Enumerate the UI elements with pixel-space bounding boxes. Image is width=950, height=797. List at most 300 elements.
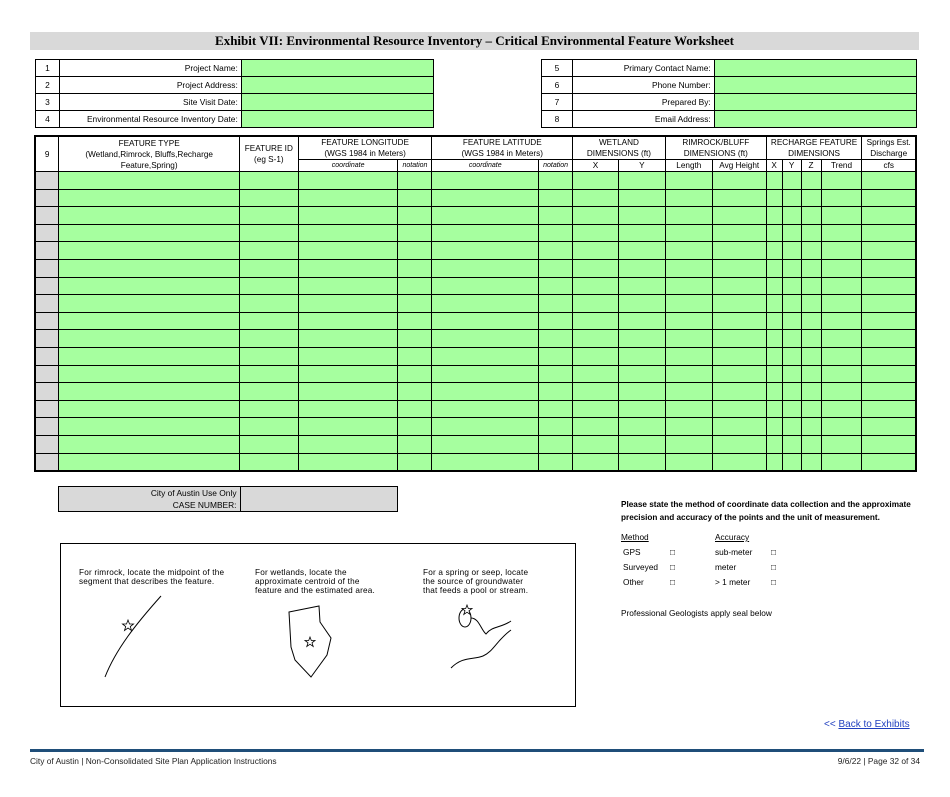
entry-cell[interactable] [298, 242, 398, 260]
entry-cell[interactable] [712, 295, 766, 313]
entry-cell[interactable] [665, 453, 712, 471]
row-number-cell [35, 383, 59, 401]
entry-cell[interactable] [821, 400, 862, 418]
entry-cell[interactable] [665, 400, 712, 418]
entry-cell[interactable] [766, 277, 782, 295]
entry-cell[interactable] [432, 347, 539, 365]
entry-cell[interactable] [665, 330, 712, 348]
field-input[interactable] [714, 77, 916, 94]
entry-cell[interactable] [766, 418, 782, 436]
project-info-table [35, 59, 434, 128]
table-row [35, 189, 916, 207]
spring-sketch [451, 605, 511, 668]
entry-cell[interactable] [398, 418, 432, 436]
entry-cell[interactable] [665, 312, 712, 330]
entry-cell[interactable] [59, 365, 239, 383]
entry-cell[interactable] [821, 224, 862, 242]
entry-cell[interactable] [766, 259, 782, 277]
entry-cell[interactable] [618, 347, 665, 365]
entry-cell[interactable] [539, 347, 573, 365]
entry-cell[interactable] [298, 224, 398, 242]
entry-cell[interactable] [766, 295, 782, 313]
entry-cell[interactable] [539, 312, 573, 330]
field-input[interactable] [241, 94, 433, 111]
entry-cell[interactable] [239, 330, 298, 348]
entry-cell[interactable] [573, 453, 619, 471]
entry-cell[interactable] [766, 347, 782, 365]
entry-cell[interactable] [573, 189, 619, 207]
entry-cell[interactable] [821, 365, 862, 383]
entry-cell[interactable] [298, 347, 398, 365]
entry-cell[interactable] [432, 383, 539, 401]
entry-cell[interactable] [801, 207, 821, 225]
entry-cell[interactable] [298, 383, 398, 401]
entry-cell[interactable] [239, 207, 298, 225]
entry-cell[interactable] [766, 207, 782, 225]
entry-cell[interactable] [539, 207, 573, 225]
entry-cell[interactable] [665, 224, 712, 242]
entry-cell[interactable] [432, 259, 539, 277]
entry-cell[interactable] [239, 312, 298, 330]
field-input[interactable] [241, 77, 433, 94]
entry-cell[interactable] [862, 295, 916, 313]
entry-cell[interactable] [618, 295, 665, 313]
row-number-cell [35, 189, 59, 207]
entry-cell[interactable] [432, 365, 539, 383]
entry-cell[interactable] [821, 259, 862, 277]
entry-cell[interactable] [782, 189, 801, 207]
entry-cell[interactable] [298, 295, 398, 313]
accuracy-option-label: meter [715, 562, 737, 572]
entry-cell[interactable] [801, 312, 821, 330]
entry-cell[interactable] [766, 435, 782, 453]
entry-cell[interactable] [766, 330, 782, 348]
accuracy-checkbox[interactable]: □ [771, 577, 777, 587]
entry-cell[interactable] [539, 453, 573, 471]
case-number-label: CASE NUMBER: [59, 499, 241, 512]
entry-cell[interactable] [618, 207, 665, 225]
entry-cell[interactable] [239, 189, 298, 207]
entry-cell[interactable] [573, 418, 619, 436]
entry-cell[interactable] [59, 207, 239, 225]
entry-cell[interactable] [539, 172, 573, 190]
entry-cell[interactable] [821, 312, 862, 330]
entry-cell[interactable] [573, 172, 619, 190]
entry-cell[interactable] [665, 259, 712, 277]
entry-cell[interactable] [398, 189, 432, 207]
entry-cell[interactable] [573, 312, 619, 330]
entry-cell[interactable] [782, 330, 801, 348]
entry-cell[interactable] [239, 277, 298, 295]
entry-cell[interactable] [59, 224, 239, 242]
entry-cell[interactable] [782, 207, 801, 225]
entry-cell[interactable] [801, 435, 821, 453]
table-row [35, 172, 916, 190]
entry-cell[interactable] [766, 242, 782, 260]
entry-cell[interactable] [766, 400, 782, 418]
field-input[interactable] [714, 111, 916, 128]
entry-cell[interactable] [665, 242, 712, 260]
entry-cell[interactable] [801, 347, 821, 365]
entry-cell[interactable] [766, 312, 782, 330]
method-header: Method [621, 532, 649, 542]
entry-cell[interactable] [782, 312, 801, 330]
entry-cell[interactable] [821, 295, 862, 313]
rimrock-length-header: Length [665, 160, 712, 172]
entry-cell[interactable] [573, 330, 619, 348]
entry-cell[interactable] [432, 189, 539, 207]
entry-cell[interactable] [239, 453, 298, 471]
row-number-cell [35, 207, 59, 225]
entry-cell[interactable] [862, 347, 916, 365]
entry-cell[interactable] [398, 295, 432, 313]
entry-cell[interactable] [298, 259, 398, 277]
entry-cell[interactable] [862, 435, 916, 453]
entry-cell[interactable] [665, 277, 712, 295]
field-label: Site Visit Date: [59, 94, 241, 111]
entry-cell[interactable] [821, 435, 862, 453]
entry-cell[interactable] [618, 383, 665, 401]
entry-cell[interactable] [398, 365, 432, 383]
entry-cell[interactable] [766, 365, 782, 383]
entry-cell[interactable] [398, 312, 432, 330]
entry-cell[interactable] [665, 418, 712, 436]
entry-cell[interactable] [539, 365, 573, 383]
row-number-cell [35, 347, 59, 365]
entry-cell[interactable] [862, 453, 916, 471]
entry-cell[interactable] [801, 277, 821, 295]
entry-cell[interactable] [766, 224, 782, 242]
method-option-label: Surveyed [623, 562, 659, 572]
feature-id-header: FEATURE ID (eg S-1) [239, 136, 298, 172]
entry-cell[interactable] [801, 172, 821, 190]
entry-cell[interactable] [862, 172, 916, 190]
entry-cell[interactable] [801, 189, 821, 207]
entry-cell[interactable] [821, 418, 862, 436]
entry-cell[interactable] [59, 347, 239, 365]
entry-cell[interactable] [573, 347, 619, 365]
method-checkbox[interactable]: □ [670, 547, 676, 557]
entry-cell[interactable] [298, 172, 398, 190]
wetland-x-header: X [573, 160, 619, 172]
entry-cell[interactable] [862, 242, 916, 260]
entry-cell[interactable] [712, 330, 766, 348]
recharge-header: RECHARGE FEATURE DIMENSIONS [766, 136, 862, 160]
entry-cell[interactable] [665, 435, 712, 453]
entry-cell[interactable] [821, 172, 862, 190]
entry-cell[interactable] [618, 435, 665, 453]
entry-cell[interactable] [239, 172, 298, 190]
entry-cell[interactable] [766, 453, 782, 471]
entry-cell[interactable] [712, 400, 766, 418]
table-row [35, 312, 916, 330]
entry-cell[interactable] [801, 242, 821, 260]
entry-cell[interactable] [573, 295, 619, 313]
entry-cell[interactable] [618, 259, 665, 277]
table-row [35, 347, 916, 365]
latitude-header: FEATURE LATITUDE (WGS 1984 in Meters) [432, 136, 573, 160]
entry-cell[interactable] [59, 295, 239, 313]
entry-cell[interactable] [398, 383, 432, 401]
entry-cell[interactable] [712, 365, 766, 383]
entry-cell[interactable] [239, 259, 298, 277]
entry-cell[interactable] [239, 242, 298, 260]
entry-cell[interactable] [239, 347, 298, 365]
entry-cell[interactable] [766, 172, 782, 190]
entry-cell[interactable] [298, 453, 398, 471]
entry-cell[interactable] [398, 435, 432, 453]
entry-cell[interactable] [782, 277, 801, 295]
entry-cell[interactable] [432, 453, 539, 471]
entry-cell[interactable] [821, 207, 862, 225]
entry-cell[interactable] [398, 259, 432, 277]
entry-cell[interactable] [821, 453, 862, 471]
entry-cell[interactable] [782, 259, 801, 277]
entry-cell[interactable] [539, 224, 573, 242]
entry-cell[interactable] [539, 435, 573, 453]
entry-cell[interactable] [782, 347, 801, 365]
entry-cell[interactable] [862, 277, 916, 295]
entry-cell[interactable] [618, 189, 665, 207]
entry-cell[interactable] [712, 224, 766, 242]
entry-cell[interactable] [712, 189, 766, 207]
entry-cell[interactable] [862, 189, 916, 207]
entry-cell[interactable] [782, 400, 801, 418]
entry-cell[interactable] [59, 242, 239, 260]
entry-cell[interactable] [298, 207, 398, 225]
info_left-row [36, 111, 434, 128]
entry-cell[interactable] [59, 453, 239, 471]
entry-cell[interactable] [801, 330, 821, 348]
entry-cell[interactable] [539, 277, 573, 295]
entry-cell[interactable] [239, 383, 298, 401]
entry-cell[interactable] [239, 295, 298, 313]
entry-cell[interactable] [539, 418, 573, 436]
entry-cell[interactable] [59, 189, 239, 207]
entry-cell[interactable] [712, 172, 766, 190]
entry-cell[interactable] [298, 435, 398, 453]
entry-cell[interactable] [782, 172, 801, 190]
entry-cell[interactable] [782, 365, 801, 383]
table-row [35, 224, 916, 242]
entry-cell[interactable] [573, 400, 619, 418]
longitude-coordinate-header: coordinate [298, 160, 398, 172]
entry-cell[interactable] [59, 418, 239, 436]
entry-cell[interactable] [712, 207, 766, 225]
entry-cell[interactable] [432, 295, 539, 313]
entry-cell[interactable] [665, 347, 712, 365]
entry-cell[interactable] [539, 295, 573, 313]
entry-cell[interactable] [59, 383, 239, 401]
entry-cell[interactable] [398, 330, 432, 348]
entry-cell[interactable] [573, 435, 619, 453]
entry-cell[interactable] [801, 259, 821, 277]
entry-cell[interactable] [712, 453, 766, 471]
entry-cell[interactable] [618, 400, 665, 418]
entry-cell[interactable] [782, 435, 801, 453]
entry-cell[interactable] [573, 224, 619, 242]
entry-cell[interactable] [239, 435, 298, 453]
entry-cell[interactable] [801, 418, 821, 436]
entry-cell[interactable] [801, 400, 821, 418]
entry-cell[interactable] [782, 418, 801, 436]
row-number-cell [35, 453, 59, 471]
entry-cell[interactable] [573, 383, 619, 401]
entry-cell[interactable] [59, 172, 239, 190]
method-checkbox[interactable]: □ [670, 577, 676, 587]
case-number-field[interactable] [240, 487, 397, 512]
field-input[interactable] [714, 60, 916, 77]
entry-cell[interactable] [298, 312, 398, 330]
entry-cell[interactable] [432, 400, 539, 418]
entry-cell[interactable] [432, 224, 539, 242]
entry-cell[interactable] [862, 224, 916, 242]
entry-cell[interactable] [821, 242, 862, 260]
contact-info-table [541, 59, 917, 128]
entry-cell[interactable] [821, 277, 862, 295]
entry-cell[interactable] [573, 207, 619, 225]
entry-cell[interactable] [665, 383, 712, 401]
entry-cell[interactable] [432, 207, 539, 225]
entry-cell[interactable] [665, 189, 712, 207]
entry-cell[interactable] [573, 259, 619, 277]
entry-cell[interactable] [618, 242, 665, 260]
entry-cell[interactable] [618, 172, 665, 190]
entry-cell[interactable] [712, 347, 766, 365]
entry-cell[interactable] [398, 172, 432, 190]
entry-cell[interactable] [821, 189, 862, 207]
entry-cell[interactable] [862, 330, 916, 348]
method-checkbox[interactable]: □ [670, 562, 676, 572]
field-input[interactable] [714, 94, 916, 111]
entry-cell[interactable] [766, 189, 782, 207]
entry-cell[interactable] [782, 453, 801, 471]
entry-cell[interactable] [539, 259, 573, 277]
table-row [35, 242, 916, 260]
entry-cell[interactable] [239, 400, 298, 418]
entry-cell[interactable] [432, 242, 539, 260]
entry-cell[interactable] [432, 172, 539, 190]
entry-cell[interactable] [59, 435, 239, 453]
entry-cell[interactable] [432, 418, 539, 436]
table-row [35, 277, 916, 295]
entry-cell[interactable] [618, 277, 665, 295]
field-input[interactable] [241, 111, 433, 128]
entry-cell[interactable] [573, 277, 619, 295]
entry-cell[interactable] [862, 383, 916, 401]
entry-cell[interactable] [539, 189, 573, 207]
entry-cell[interactable] [801, 383, 821, 401]
entry-cell[interactable] [665, 207, 712, 225]
entry-cell[interactable] [712, 383, 766, 401]
entry-cell[interactable] [618, 453, 665, 471]
entry-cell[interactable] [712, 242, 766, 260]
entry-cell[interactable] [801, 295, 821, 313]
accuracy-checkbox[interactable]: □ [771, 562, 777, 572]
entry-cell[interactable] [618, 418, 665, 436]
entry-cell[interactable] [573, 242, 619, 260]
entry-cell[interactable] [59, 259, 239, 277]
entry-cell[interactable] [801, 365, 821, 383]
entry-cell[interactable] [59, 277, 239, 295]
entry-cell[interactable] [59, 330, 239, 348]
entry-cell[interactable] [862, 418, 916, 436]
entry-cell[interactable] [782, 383, 801, 401]
entry-cell[interactable] [862, 365, 916, 383]
back-to-exhibits-link[interactable]: << Back to Exhibits [824, 719, 910, 730]
entry-cell[interactable] [239, 418, 298, 436]
entry-cell[interactable] [862, 207, 916, 225]
entry-cell[interactable] [298, 277, 398, 295]
entry-cell[interactable] [59, 312, 239, 330]
entry-cell[interactable] [618, 224, 665, 242]
entry-cell[interactable] [398, 207, 432, 225]
entry-cell[interactable] [782, 295, 801, 313]
entry-cell[interactable] [862, 312, 916, 330]
entry-cell[interactable] [432, 277, 539, 295]
entry-cell[interactable] [665, 295, 712, 313]
entry-cell[interactable] [298, 189, 398, 207]
entry-cell[interactable] [712, 259, 766, 277]
entry-cell[interactable] [239, 224, 298, 242]
entry-cell[interactable] [432, 435, 539, 453]
entry-cell[interactable] [782, 242, 801, 260]
entry-cell[interactable] [239, 365, 298, 383]
entry-cell[interactable] [801, 453, 821, 471]
entry-cell[interactable] [712, 418, 766, 436]
entry-cell[interactable] [618, 330, 665, 348]
entry-cell[interactable] [862, 259, 916, 277]
accuracy-checkbox[interactable]: □ [771, 547, 777, 557]
field-input[interactable] [241, 60, 433, 77]
entry-cell[interactable] [398, 400, 432, 418]
entry-cell[interactable] [398, 277, 432, 295]
entry-cell[interactable] [398, 453, 432, 471]
entry-cell[interactable] [862, 400, 916, 418]
entry-cell[interactable] [298, 400, 398, 418]
entry-cell[interactable] [539, 383, 573, 401]
entry-cell[interactable] [298, 365, 398, 383]
item-number: 6 [542, 77, 573, 94]
entry-cell[interactable] [539, 330, 573, 348]
entry-cell[interactable] [298, 418, 398, 436]
entry-cell[interactable] [398, 224, 432, 242]
method-option-label: GPS [623, 547, 641, 557]
entry-cell[interactable] [782, 224, 801, 242]
entry-cell[interactable] [665, 365, 712, 383]
entry-cell[interactable] [665, 172, 712, 190]
entry-cell[interactable] [712, 435, 766, 453]
entry-cell[interactable] [59, 400, 239, 418]
entry-cell[interactable] [298, 330, 398, 348]
entry-cell[interactable] [432, 330, 539, 348]
entry-cell[interactable] [432, 312, 539, 330]
entry-cell[interactable] [539, 242, 573, 260]
entry-cell[interactable] [821, 383, 862, 401]
entry-cell[interactable] [539, 400, 573, 418]
entry-cell[interactable] [766, 383, 782, 401]
entry-cell[interactable] [398, 347, 432, 365]
entry-cell[interactable] [618, 312, 665, 330]
entry-cell[interactable] [821, 347, 862, 365]
entry-cell[interactable] [712, 277, 766, 295]
entry-cell[interactable] [618, 365, 665, 383]
entry-cell[interactable] [398, 242, 432, 260]
entry-cell[interactable] [712, 312, 766, 330]
entry-cell[interactable] [801, 224, 821, 242]
entry-cell[interactable] [573, 365, 619, 383]
entry-cell[interactable] [821, 330, 862, 348]
